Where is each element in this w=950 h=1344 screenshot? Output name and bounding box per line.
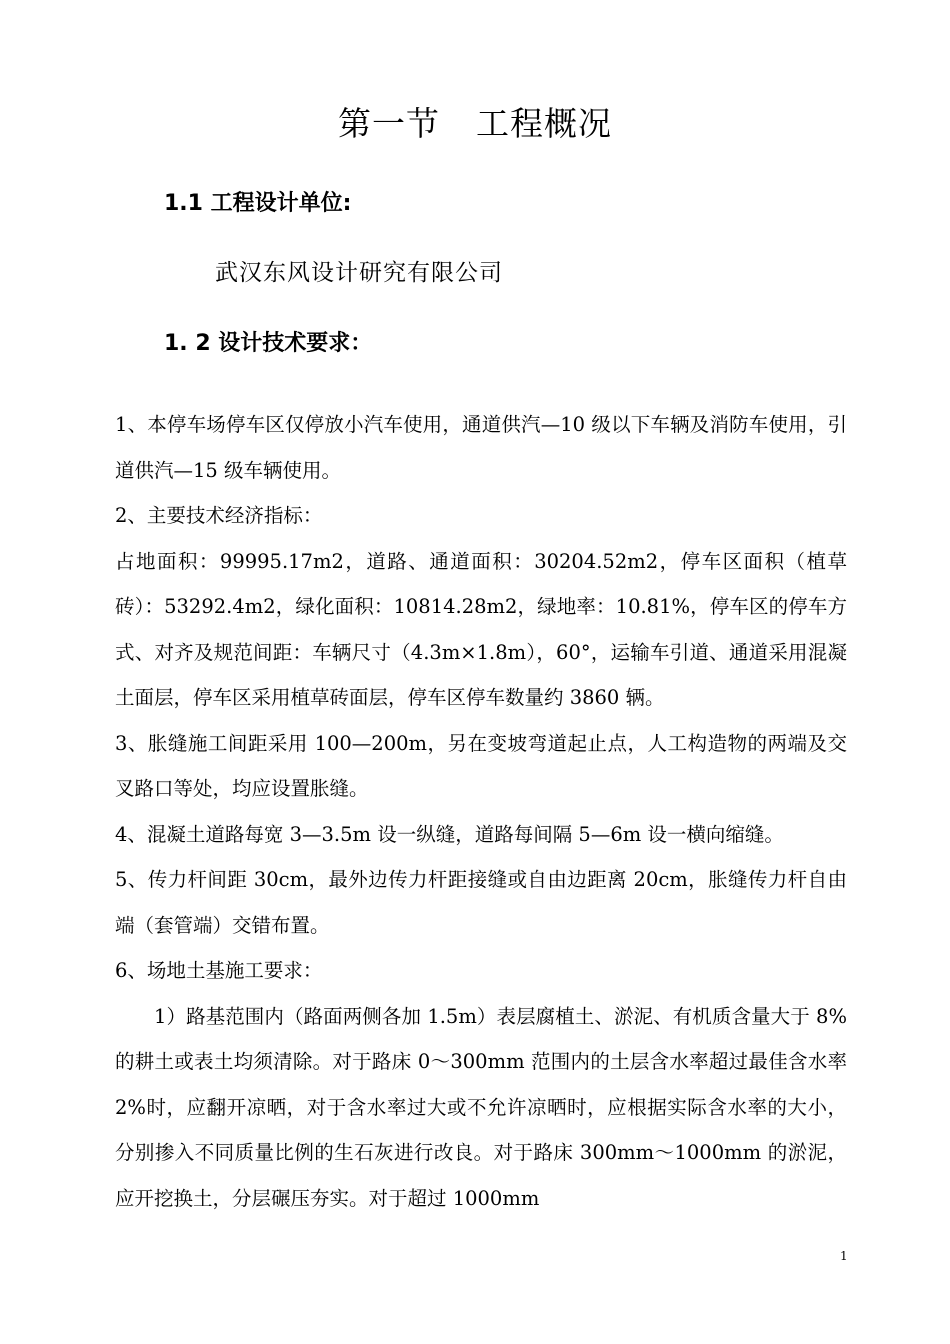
title-section-number: 第一节	[338, 104, 440, 143]
title-section-name: 工程概况	[476, 104, 612, 143]
section-heading-technical-requirements: 1. 2 设计技术要求：	[164, 331, 373, 356]
paragraph-item-5: 5、传力杆间距 30cm，最外边传力杆距接缝或自由边距离 20cm，胀缝传力杆自由端（套管端）交错布置。	[115, 868, 847, 937]
section-heading-design-unit: 1.1 工程设计单位:	[164, 191, 352, 216]
paragraph-item-1: 1、本停车场停车区仅停放小汽车使用，通道供汽—10 级以下车辆及消防车使用，引道供汽—15 级车辆使用。	[115, 413, 847, 482]
page-title	[0, 98, 950, 150]
page-number: 1	[840, 1249, 848, 1263]
body-text	[115, 402, 847, 1221]
paragraph-indicators: 占地面积：99995.17m2，道路、通道面积：30204.52m2，停车区面积（植草砖）：53292.4m2，绿化面积：10814.28m2，绿地率：10.81%，停车区的停车方式、对齐及规范间距：车辆尺寸（4.3m×1.8m），60°，运输车引道、通道采用混凝土面层，停车区采用植草砖面层，停车区停车数量约 3860 辆。	[115, 549, 847, 709]
paragraph-subitem-1: 1）路基范围内（路面两侧各加 1.5m）表层腐植土、淤泥、有机质含量大于 8%的耕土或表土均须清除。对于路床 0～300mm 范围内的土层含水率超过最佳含水率 2%时，应翻开凉晒，对于含水率过大或不允许凉晒时，应根据实际含水率的大小，分别掺入不同质量比例的生石灰进行改良。对于路床 300mm～1000mm 的淤泥，应开挖换土，分层碾压夯实。对于超过 1000mm	[115, 1004, 847, 1210]
paragraph-item-2: 2、主要技术经济指标：	[115, 504, 323, 527]
paragraph-item-4: 4、混凝土道路每宽 3—3.5m 设一纵缝，道路每间隔 5—6m 设一横向缩缝。	[115, 822, 784, 846]
paragraph-item-6: 6、场地土基施工要求：	[115, 959, 323, 982]
design-unit-name: 武汉东风设计研究有限公司	[215, 260, 503, 286]
paragraph-item-3: 3、胀缝施工间距采用 100—200m，另在变坡弯道起止点，人工构造物的两端及交叉路口等处，均应设置胀缝。	[115, 731, 847, 800]
